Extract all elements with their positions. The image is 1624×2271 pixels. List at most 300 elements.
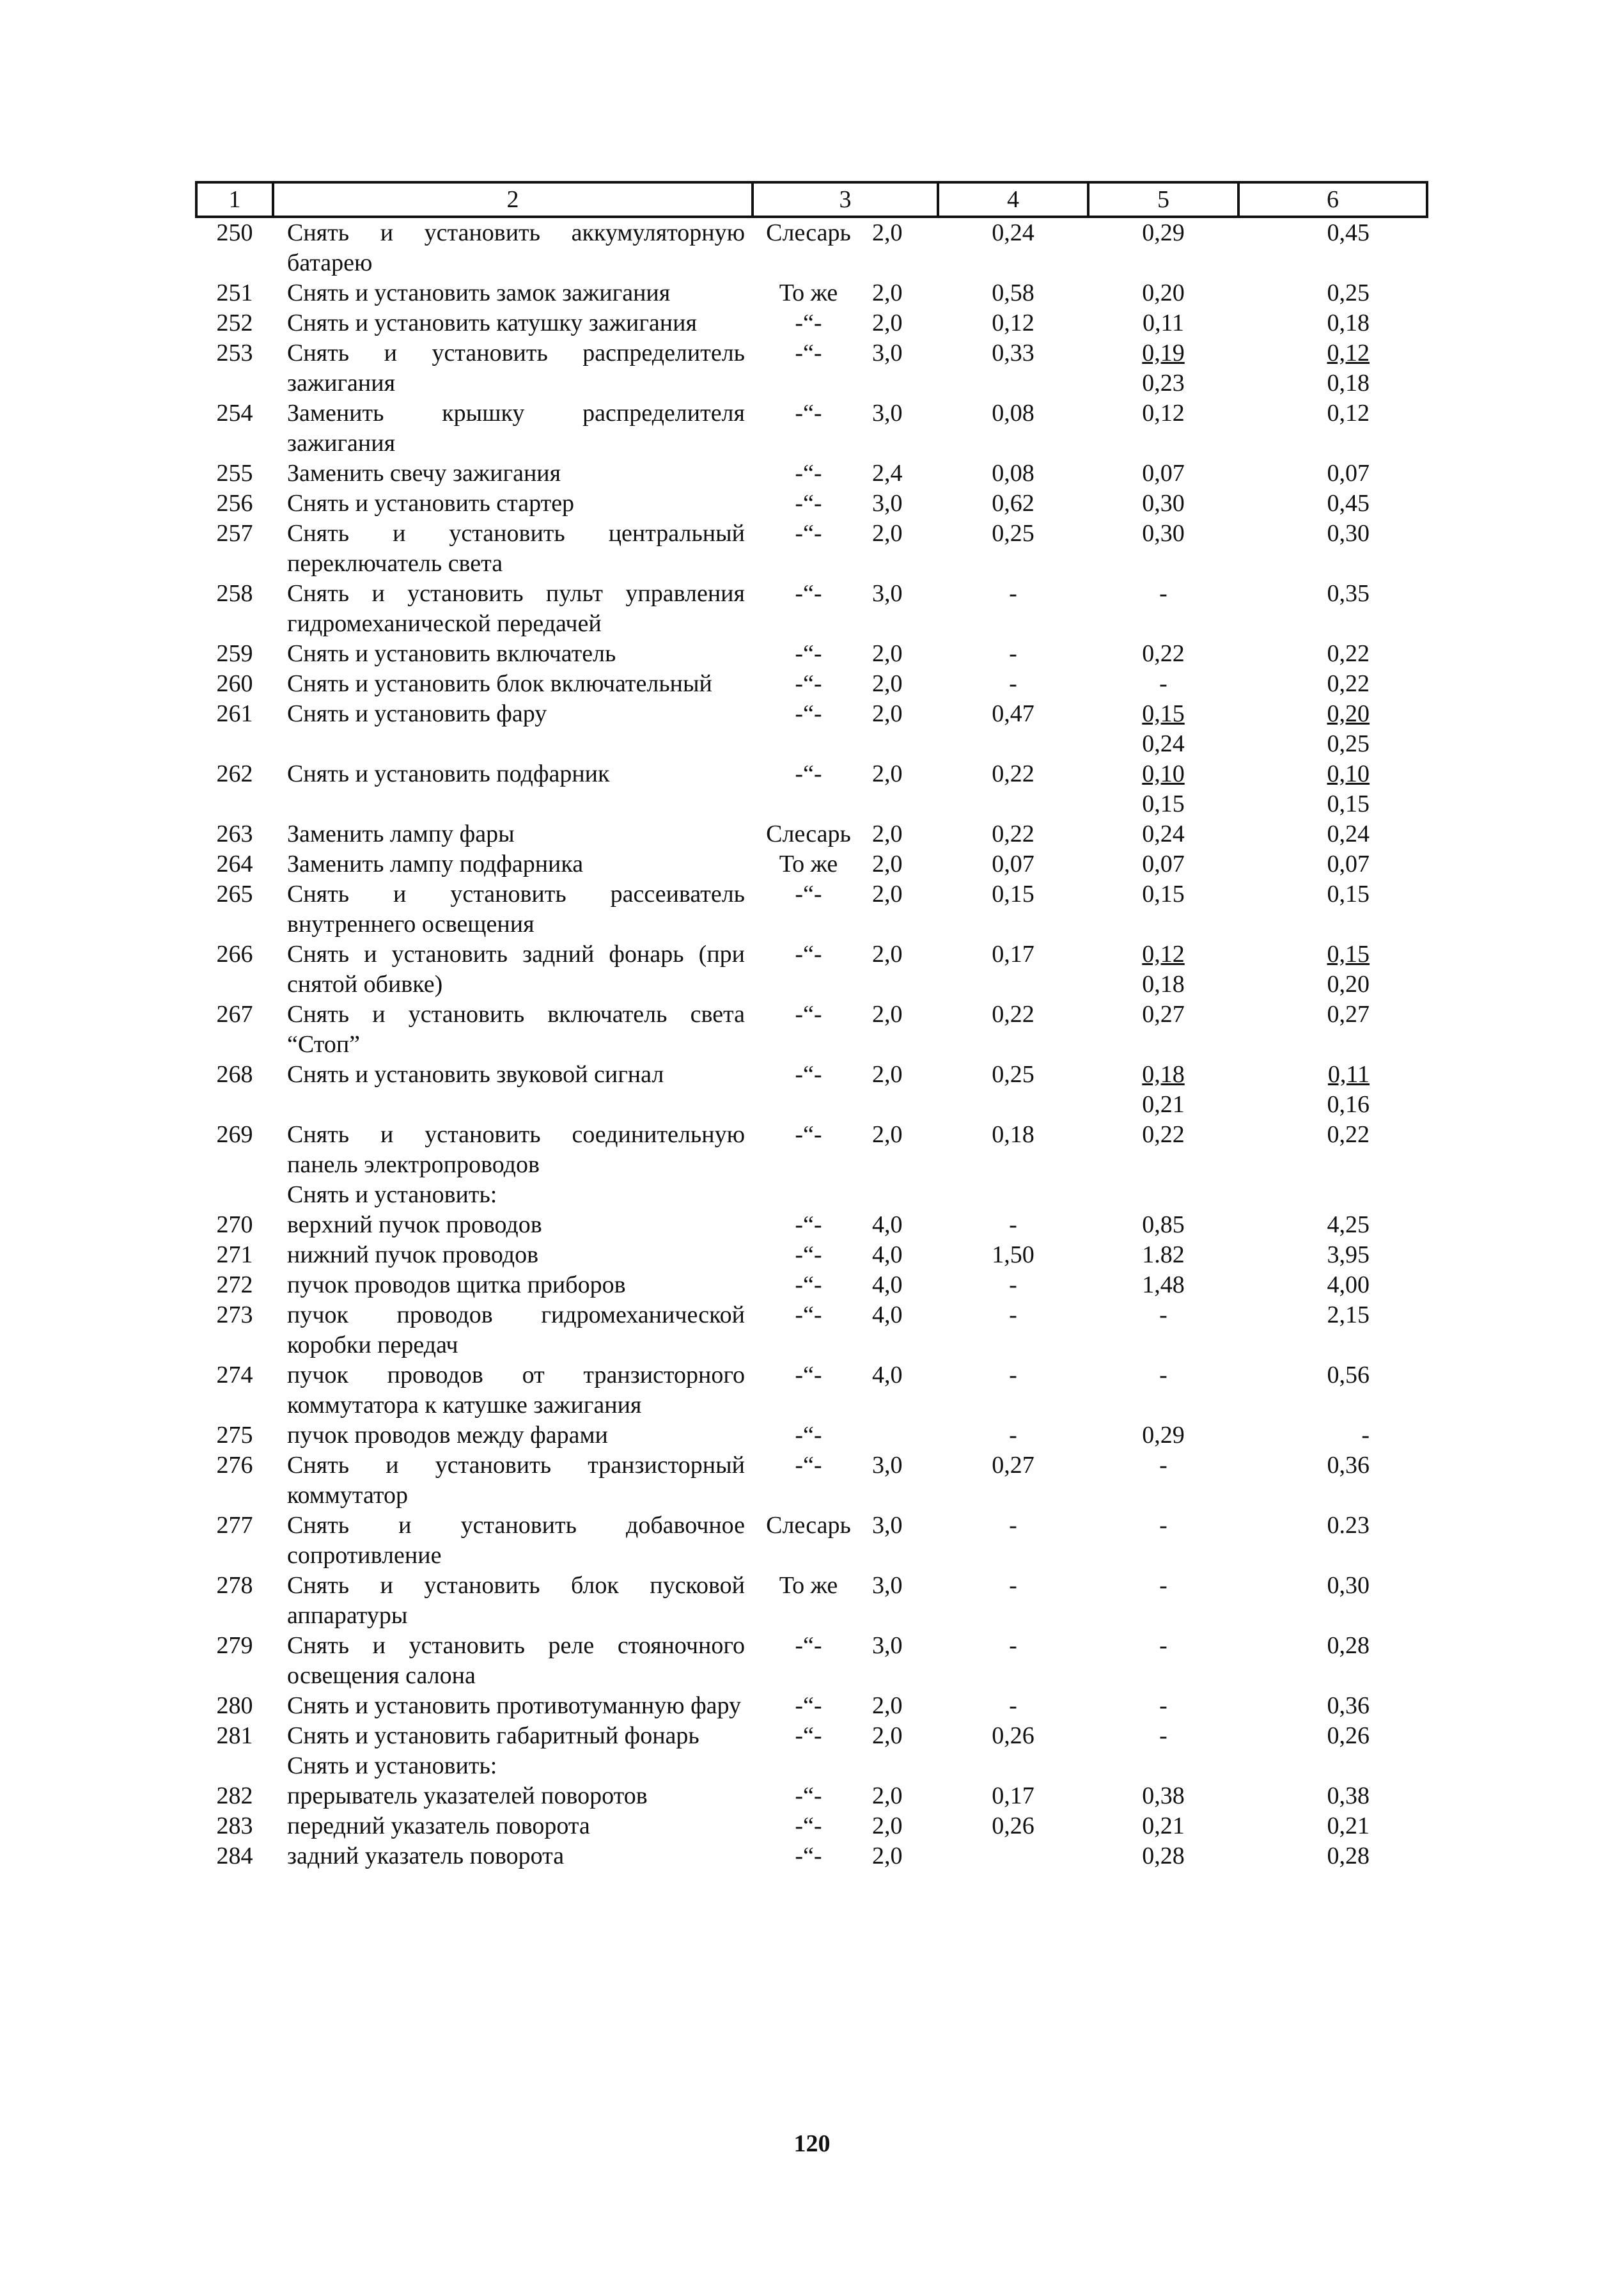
performer: -“- [795,881,822,908]
value-col-6 [1238,519,1427,579]
value-col-5 [1088,699,1238,759]
row-number: 260 [216,670,253,697]
category: 2,0 [872,851,903,877]
performer: -“- [795,1211,822,1238]
value-col-6 [1238,699,1427,759]
value-col-6 [1238,1240,1427,1270]
value-col-5 [1088,819,1238,849]
value-primary: 0,28 [1327,1632,1370,1659]
performer: Слесарь [766,821,851,847]
value-col-6 [1238,1691,1427,1721]
value-col-6 [1238,217,1427,278]
value-secondary: 0,15 [1142,790,1185,817]
value-col-6 [1238,1721,1427,1751]
operation-name: Снять и установить блок пусковой аппаратуры [287,1572,745,1629]
row-number: 265 [216,881,253,908]
value-col-6 [1238,759,1427,819]
value-col-5 [1088,579,1238,639]
performer: То же [779,1572,838,1599]
table-row [196,1691,1427,1721]
value-primary: 0,12 [1142,941,1185,968]
row-number: 273 [216,1301,253,1328]
value-primary: 0.23 [1327,1512,1370,1539]
operation-name: Снять и установить замок зажигания [287,279,671,306]
value-primary: 0,22 [1327,670,1370,697]
row-number [196,1180,273,1210]
value-secondary: 0,18 [1142,971,1185,998]
header-col-5: 5 [1088,182,1238,217]
operation-name: Заменить крышку распределителя зажигания [287,400,745,457]
table-row [196,1450,1427,1511]
category: 2,0 [872,279,903,306]
category: 4,0 [872,1301,903,1328]
category: 2,0 [872,760,903,787]
value-col-4: - [1009,670,1017,697]
table-row [196,1511,1427,1571]
table-row [196,849,1427,879]
value-col-4: 0,22 [992,821,1035,847]
value-primary: 0,28 [1327,1843,1370,1869]
table-row [196,1120,1427,1180]
performer: -“- [795,640,822,667]
value-col-4: 0,26 [992,1722,1035,1749]
value-secondary: 0,18 [1327,370,1370,397]
table-row [196,1751,1427,1781]
category: 2,0 [872,881,903,908]
header-col-4: 4 [938,182,1088,217]
performer: -“- [795,1001,822,1028]
row-number: 280 [216,1692,253,1719]
value-col-6 [1238,1360,1427,1420]
row-number: 267 [216,1001,253,1028]
value-col-4: 0,25 [992,520,1035,547]
value-col-4: 0,27 [992,1452,1035,1479]
category: 4,0 [872,1362,903,1388]
category [864,1180,938,1210]
row-number: 278 [216,1572,253,1599]
value-primary: 4,00 [1327,1271,1370,1298]
table-row [196,1811,1427,1841]
value-col-6 [1238,1060,1427,1120]
value-primary: 1.82 [1142,1241,1185,1268]
value-col-6 [1238,1751,1427,1781]
value-primary: - [1159,1512,1167,1539]
category: 3,0 [872,1452,903,1479]
category: 2,0 [872,640,903,667]
value-primary: 0,15 [1142,881,1185,908]
value-col-6 [1238,398,1427,459]
value-col-5 [1088,1721,1238,1751]
value-primary: 0,56 [1327,1362,1370,1388]
value-col-4 [938,1751,1088,1781]
value-primary: 0,22 [1142,640,1185,667]
operation-name: Снять и установить рассеиватель внутреннего освещения [287,881,745,938]
value-primary: 2,15 [1327,1301,1370,1328]
value-secondary: 0,15 [1327,790,1370,817]
category: 2,0 [872,1692,903,1719]
value-col-5 [1088,1000,1238,1060]
row-number: 250 [216,219,253,246]
row-number: 282 [216,1782,253,1809]
value-primary: 0,22 [1142,1121,1185,1148]
operation-name: Снять и установить пульт управления гидромеханической передачей [287,580,745,637]
performer: -“- [795,1692,822,1719]
value-col-5 [1088,1210,1238,1240]
value-col-5 [1088,759,1238,819]
value-col-4: 0,17 [992,941,1035,968]
value-col-4: - [1009,1422,1017,1449]
value-secondary: 0,20 [1327,971,1370,998]
category: 4,0 [872,1241,903,1268]
value-primary: - [1159,1692,1167,1719]
performer: То же [779,279,838,306]
table-row [196,1210,1427,1240]
value-primary: 0,30 [1327,520,1370,547]
operation-name: задний указатель поворота [287,1843,565,1869]
value-primary: 0,07 [1142,460,1185,487]
table-row [196,459,1427,489]
value-col-6 [1238,1811,1427,1841]
performer: -“- [795,340,822,366]
operation-name: Снять и установить добавочное сопротивление [287,1512,745,1569]
value-primary: 0,10 [1327,760,1370,787]
value-col-6 [1238,579,1427,639]
table-row [196,1631,1427,1691]
table-row [196,669,1427,699]
value-col-6 [1238,1450,1427,1511]
category [864,1420,938,1450]
value-col-4: - [1009,1362,1017,1388]
value-col-6 [1238,939,1427,1000]
operation-name: Снять и установить соединительную панель электропроводов [287,1121,745,1178]
operation-name: Снять и установить катушку зажигания [287,310,697,336]
operation-name: Снять и установить центральный переключатель света [287,520,745,577]
value-primary: 0,35 [1327,580,1370,607]
value-primary: 0,21 [1142,1812,1185,1839]
value-col-4: 0,22 [992,1001,1035,1028]
row-number: 256 [216,490,253,517]
value-col-5 [1088,1360,1238,1420]
value-col-5 [1088,639,1238,669]
value-primary: 0,27 [1142,1001,1185,1028]
row-number: 281 [216,1722,253,1749]
performer: -“- [795,1121,822,1148]
value-col-4 [938,1841,1088,1871]
performer: -“- [795,1422,822,1449]
row-number: 251 [216,279,253,306]
value-secondary: 0,16 [1327,1091,1370,1118]
table-row [196,1060,1427,1120]
operation-name: нижний пучок проводов [287,1241,539,1268]
table-row [196,398,1427,459]
row-number: 264 [216,851,253,877]
row-number: 283 [216,1812,253,1839]
row-number [196,1751,273,1781]
operation-name: Снять и установить распределитель зажигания [287,340,745,397]
operation-name: пучок проводов от транзисторного коммутатора к катушке зажигания [287,1362,745,1418]
operation-name: Снять и установить транзисторный коммутатор [287,1452,745,1509]
category: 2,0 [872,1061,903,1088]
value-secondary: 0,24 [1142,730,1185,757]
value-col-5 [1088,278,1238,308]
value-col-5 [1088,1631,1238,1691]
performer: -“- [795,1452,822,1479]
row-number: 277 [216,1512,253,1539]
table-row [196,1781,1427,1811]
header-col-6: 6 [1238,182,1427,217]
performer: -“- [795,1301,822,1328]
value-primary: 0,45 [1327,219,1370,246]
value-primary: 0,07 [1327,460,1370,487]
value-primary: 0,22 [1327,1121,1370,1148]
value-col-6 [1238,1781,1427,1811]
row-number: 252 [216,310,253,336]
value-col-4 [938,1180,1088,1210]
operation-name: Снять и установить фару [287,700,547,727]
value-primary: 0,12 [1142,400,1185,427]
value-secondary: 0,21 [1142,1091,1185,1118]
performer [753,1751,864,1781]
category: 2,4 [872,460,903,487]
value-primary: 0,12 [1327,340,1370,366]
performer: -“- [795,1241,822,1268]
value-col-6 [1238,879,1427,939]
value-secondary: 0,23 [1142,370,1185,397]
category: 4,0 [872,1271,903,1298]
row-number: 261 [216,700,253,727]
table-header-row [196,182,1427,217]
value-col-4: 0,33 [992,340,1035,366]
value-primary: 0,25 [1327,279,1370,306]
performer: -“- [795,941,822,968]
category: 3,0 [872,340,903,366]
value-col-6 [1238,1420,1427,1450]
operation-name: Снять и установить подфарник [287,760,610,787]
value-col-6 [1238,489,1427,519]
row-number: 275 [216,1422,253,1449]
performer: -“- [795,760,822,787]
table-row [196,1000,1427,1060]
value-col-6 [1238,1180,1427,1210]
table-row [196,939,1427,1000]
value-primary: - [1159,580,1167,607]
value-col-4: 0,25 [992,1061,1035,1088]
category: 2,0 [872,1001,903,1028]
value-col-5 [1088,1781,1238,1811]
table-row [196,819,1427,849]
value-col-6 [1238,1120,1427,1180]
value-col-5 [1088,1571,1238,1631]
row-number: 259 [216,640,253,667]
operation-name: Снять и установить блок включательный [287,670,712,697]
category: 2,0 [872,1121,903,1148]
operation-name: Снять и установить противотуманную фару [287,1692,742,1719]
value-primary: 0,11 [1142,310,1185,336]
value-col-4: 0,08 [992,400,1035,427]
operation-name: Заменить лампу подфарника [287,851,584,877]
table-row [196,1180,1427,1210]
row-number: 279 [216,1632,253,1659]
value-col-6 [1238,1210,1427,1240]
table-row [196,699,1427,759]
value-primary: - [1159,1632,1167,1659]
value-primary: 0,30 [1142,520,1185,547]
category: 3,0 [872,1572,903,1599]
value-primary: 0,36 [1327,1452,1370,1479]
performer: -“- [795,400,822,427]
value-primary: 0,11 [1327,1061,1370,1088]
value-col-5 [1088,459,1238,489]
performer: -“- [795,670,822,697]
performer: -“- [795,1812,822,1839]
value-col-5 [1088,879,1238,939]
value-col-4: 0,15 [992,881,1035,908]
value-primary: 0,07 [1327,851,1370,877]
row-number: 274 [216,1362,253,1388]
value-col-5 [1088,1060,1238,1120]
value-col-6 [1238,1571,1427,1631]
value-primary: 0,26 [1327,1722,1370,1749]
value-col-6 [1238,819,1427,849]
value-col-6 [1238,459,1427,489]
value-primary: 0,29 [1142,219,1185,246]
value-primary: 0,38 [1327,1782,1370,1809]
category: 2,0 [872,1843,903,1869]
value-col-5 [1088,1300,1238,1360]
table-row [196,1270,1427,1300]
row-number: 272 [216,1271,253,1298]
table-row [196,308,1427,338]
value-col-5 [1088,1270,1238,1300]
value-col-4: - [1009,1211,1017,1238]
table-row [196,1571,1427,1631]
value-col-6 [1238,308,1427,338]
category: 4,0 [872,1211,903,1238]
category: 2,0 [872,700,903,727]
performer [753,1180,864,1210]
category: 2,0 [872,1782,903,1809]
value-col-5 [1088,489,1238,519]
value-col-4: 0,22 [992,760,1035,787]
value-col-5 [1088,849,1238,879]
category: 2,0 [872,310,903,336]
value-col-4: 0,58 [992,279,1035,306]
category: 2,0 [872,1722,903,1749]
row-number: 270 [216,1211,253,1238]
performer: -“- [795,580,822,607]
table-row [196,1420,1427,1450]
value-col-4: 0,24 [992,219,1035,246]
row-number: 268 [216,1061,253,1088]
performer: -“- [795,310,822,336]
category: 3,0 [872,1512,903,1539]
category: 2,0 [872,821,903,847]
value-primary: - [1361,1422,1370,1449]
header-col-3: 3 [753,182,938,217]
category: 3,0 [872,580,903,607]
performer: -“- [795,1061,822,1088]
table-row [196,278,1427,308]
operation-name: Снять и установить габаритный фонарь [287,1722,699,1749]
value-col-6 [1238,338,1427,398]
operation-name: Снять и установить аккумуляторную батарею [287,219,745,276]
operation-name: пучок проводов щитка приборов [287,1271,626,1298]
row-number: 269 [216,1121,253,1148]
value-primary: 0,36 [1327,1692,1370,1719]
value-col-6 [1238,1270,1427,1300]
performer: Слесарь [766,219,851,246]
table-row [196,1841,1427,1871]
value-primary: 0,20 [1327,700,1370,727]
category: 2,0 [872,219,903,246]
performer: -“- [795,1782,822,1809]
row-number: 284 [216,1843,253,1869]
header-col-2: 2 [273,182,753,217]
operation-name: передний указатель поворота [287,1812,590,1839]
value-col-6 [1238,1000,1427,1060]
table-row [196,519,1427,579]
table-row [196,639,1427,669]
value-primary: - [1159,1572,1167,1599]
operation-name: Заменить лампу фары [287,821,515,847]
category: 3,0 [872,1632,903,1659]
value-col-6 [1238,1300,1427,1360]
value-primary: 0,22 [1327,640,1370,667]
operation-name: Снять и установить: [287,1752,497,1779]
operation-name: Снять и установить стартер [287,490,575,517]
value-primary: 0,19 [1142,340,1185,366]
value-col-4: 1,50 [992,1241,1035,1268]
labor-norms-table [195,181,1428,1871]
performer: Слесарь [766,1512,851,1539]
operation-name: Заменить свечу зажигания [287,460,561,487]
value-col-6 [1238,1631,1427,1691]
table-body [196,217,1427,1871]
value-primary: 0,30 [1142,490,1185,517]
performer: -“- [795,460,822,487]
value-col-5 [1088,1120,1238,1180]
table-row [196,338,1427,398]
row-number: 262 [216,760,253,787]
value-col-6 [1238,1841,1427,1871]
value-col-5 [1088,1240,1238,1270]
table-row [196,759,1427,819]
value-primary: 1,48 [1142,1271,1185,1298]
value-primary: 0,27 [1327,1001,1370,1028]
value-col-4: 0,12 [992,310,1035,336]
value-col-4: 0,08 [992,460,1035,487]
value-col-5 [1088,1841,1238,1871]
performer: -“- [795,1722,822,1749]
operation-name: верхний пучок проводов [287,1211,542,1238]
category: 3,0 [872,400,903,427]
value-primary: 0,15 [1327,941,1370,968]
value-primary: 0,24 [1142,821,1185,847]
value-col-4: - [1009,1572,1017,1599]
operation-name: Снять и установить звуковой сигнал [287,1061,664,1088]
value-primary: 3,95 [1327,1241,1370,1268]
value-primary: 0,10 [1142,760,1185,787]
value-col-4: - [1009,1692,1017,1719]
page-number: 120 [793,2130,831,2157]
value-col-5 [1088,308,1238,338]
value-col-5 [1088,939,1238,1000]
performer: -“- [795,700,822,727]
performer: -“- [795,1271,822,1298]
value-secondary: 0,25 [1327,730,1370,757]
value-col-4: - [1009,580,1017,607]
value-col-5 [1088,1511,1238,1571]
